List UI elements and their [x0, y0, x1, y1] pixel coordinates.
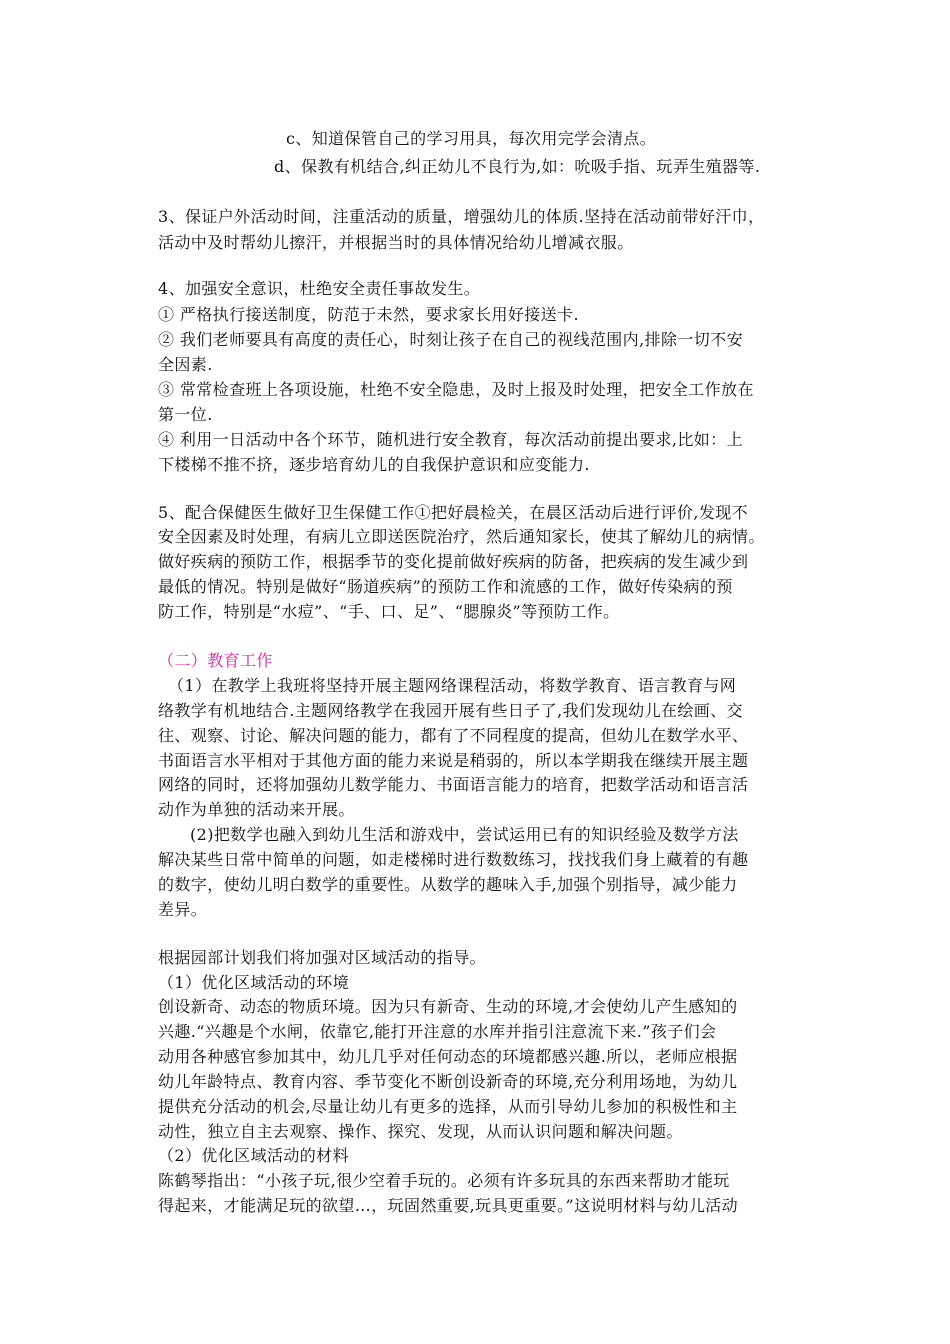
text-line: 全因素.: [158, 355, 213, 374]
text-line: 下楼梯不推不挤，逐步培育幼儿的自我保护意识和应变能力.: [158, 455, 590, 474]
text-line: ① 严格执行接送制度，防范于未然，要求家长用好接送卡.: [158, 305, 579, 324]
subheading: （1）优化区域活动的环境: [158, 973, 349, 992]
text-line: 解决某些日常中简单的问题，如走楼梯时进行数数练习，找找我们身上藏着的有趣: [158, 850, 749, 869]
text-line: 络教学有机地结合.主题网络教学在我园开展有些日子了,我们发现幼儿在绘画、交: [158, 701, 743, 720]
text-line: 陈鹤琴指出：“小孩子玩,很少空着手玩的。必须有许多玩具的东西来帮助才能玩: [158, 1171, 730, 1190]
text-line: 5、配合保健医生做好卫生保健工作①把好晨检关，在晨区活动后进行评价,发现不: [158, 503, 749, 522]
text-line: 防工作，特别是“水痘”、“手、口、足”、“腮腺炎”等预防工作。: [158, 602, 620, 621]
text-line: 动作为单独的活动来开展。: [158, 800, 355, 819]
text-line: 根据园部计划我们将加强对区域活动的指导。: [158, 948, 487, 967]
text-line: 最低的情况。特别是做好“肠道疾病”的预防工作和流感的工作，做好传染病的预: [158, 577, 733, 596]
text-line: ④ 利用一日活动中各个环节，随机进行安全教育，每次活动前提出要求,比如：上: [158, 430, 743, 449]
text-line: 活动中及时帮幼儿擦汗，并根据当时的具体情况给幼儿增减衣服。: [158, 233, 634, 252]
text-line: c、知道保管自己的学习用具，每次用完学会清点。: [286, 129, 657, 148]
subheading: （2）优化区域活动的材料: [158, 1146, 349, 1165]
text-line: 的数字，使幼儿明白数学的重要性。从数学的趣味入手,加强个别指导，减少能力: [158, 875, 738, 894]
text-line: 做好疾病的预防工作，根据季节的变化提前做好疾病的防备，把疾病的发生减少到: [158, 552, 749, 571]
text-line: 第一位.: [158, 405, 213, 424]
text-line: 网络的同时，还将加强幼儿数学能力、书面语言能力的培育，把数学活动和语言活: [158, 775, 749, 794]
text-line: 4、加强安全意识，杜绝安全责任事故发生。: [158, 279, 481, 298]
text-line: 安全因素及时处理，有病儿立即送医院治疗，然后通知家长，使其了解幼儿的病情。: [158, 527, 765, 546]
text-line: 动用各种感官参加其中，幼儿几乎对任何动态的环境都感兴趣.所以，老师应根据: [158, 1047, 738, 1066]
text-line: 得起来，才能满足玩的欲望…，玩固然重要,玩具更重要。”这说明材料与幼儿活动: [158, 1196, 739, 1215]
section-heading: （二）教育工作: [158, 651, 273, 670]
text-line: 动性，独立自主去观察、操作、探究、发现，从而认识问题和解决问题。: [158, 1122, 683, 1141]
text-line: 创设新奇、动态的物质环境。因为只有新奇、生动的环境,才会使幼儿产生感知的: [158, 997, 738, 1016]
text-line: 差异。: [158, 900, 208, 919]
text-line: d、保教有机结合,纠正幼儿不良行为,如：吮吸手指、玩弄生殖器等.: [274, 157, 761, 176]
text-line: 提供充分活动的机会,尽量让幼儿有更多的选择，从而引导幼儿参加的积极性和主: [158, 1097, 738, 1116]
text-line: 3、保证户外活动时间，注重活动的质量，增强幼儿的体质.坚持在活动前带好汗巾，: [158, 207, 765, 226]
text-line: 幼儿年龄特点、教育内容、季节变化不断创设新奇的环境,充分利用场地，为幼儿: [158, 1072, 738, 1091]
text-line: (2)把数学也融入到幼儿生活和游戏中，尝试运用已有的知识经验及数学方法: [190, 825, 739, 844]
text-line: ② 我们老师要具有高度的责任心，时刻让孩子在自己的视线范围内,排除一切不安: [158, 330, 743, 349]
text-line: 往、观察、讨论、解决问题的能力，都有了不同程度的提高，但幼儿在数学水平、: [158, 726, 749, 745]
text-line: （1）在教学上我班将坚持开展主题网络课程活动，将数学教育、语言教育与网: [168, 676, 737, 695]
text-line: 兴趣.“兴趣是个水闸，依靠它,能打开注意的水库并指引注意流下来.”孩子们会: [158, 1022, 717, 1041]
text-line: 书面语言水平相对于其他方面的能力来说是稍弱的，所以本学期我在继续开展主题: [158, 751, 749, 770]
text-line: ③ 常常检查班上各项设施，杜绝不安全隐患，及时上报及时处理，把安全工作放在: [158, 380, 754, 399]
